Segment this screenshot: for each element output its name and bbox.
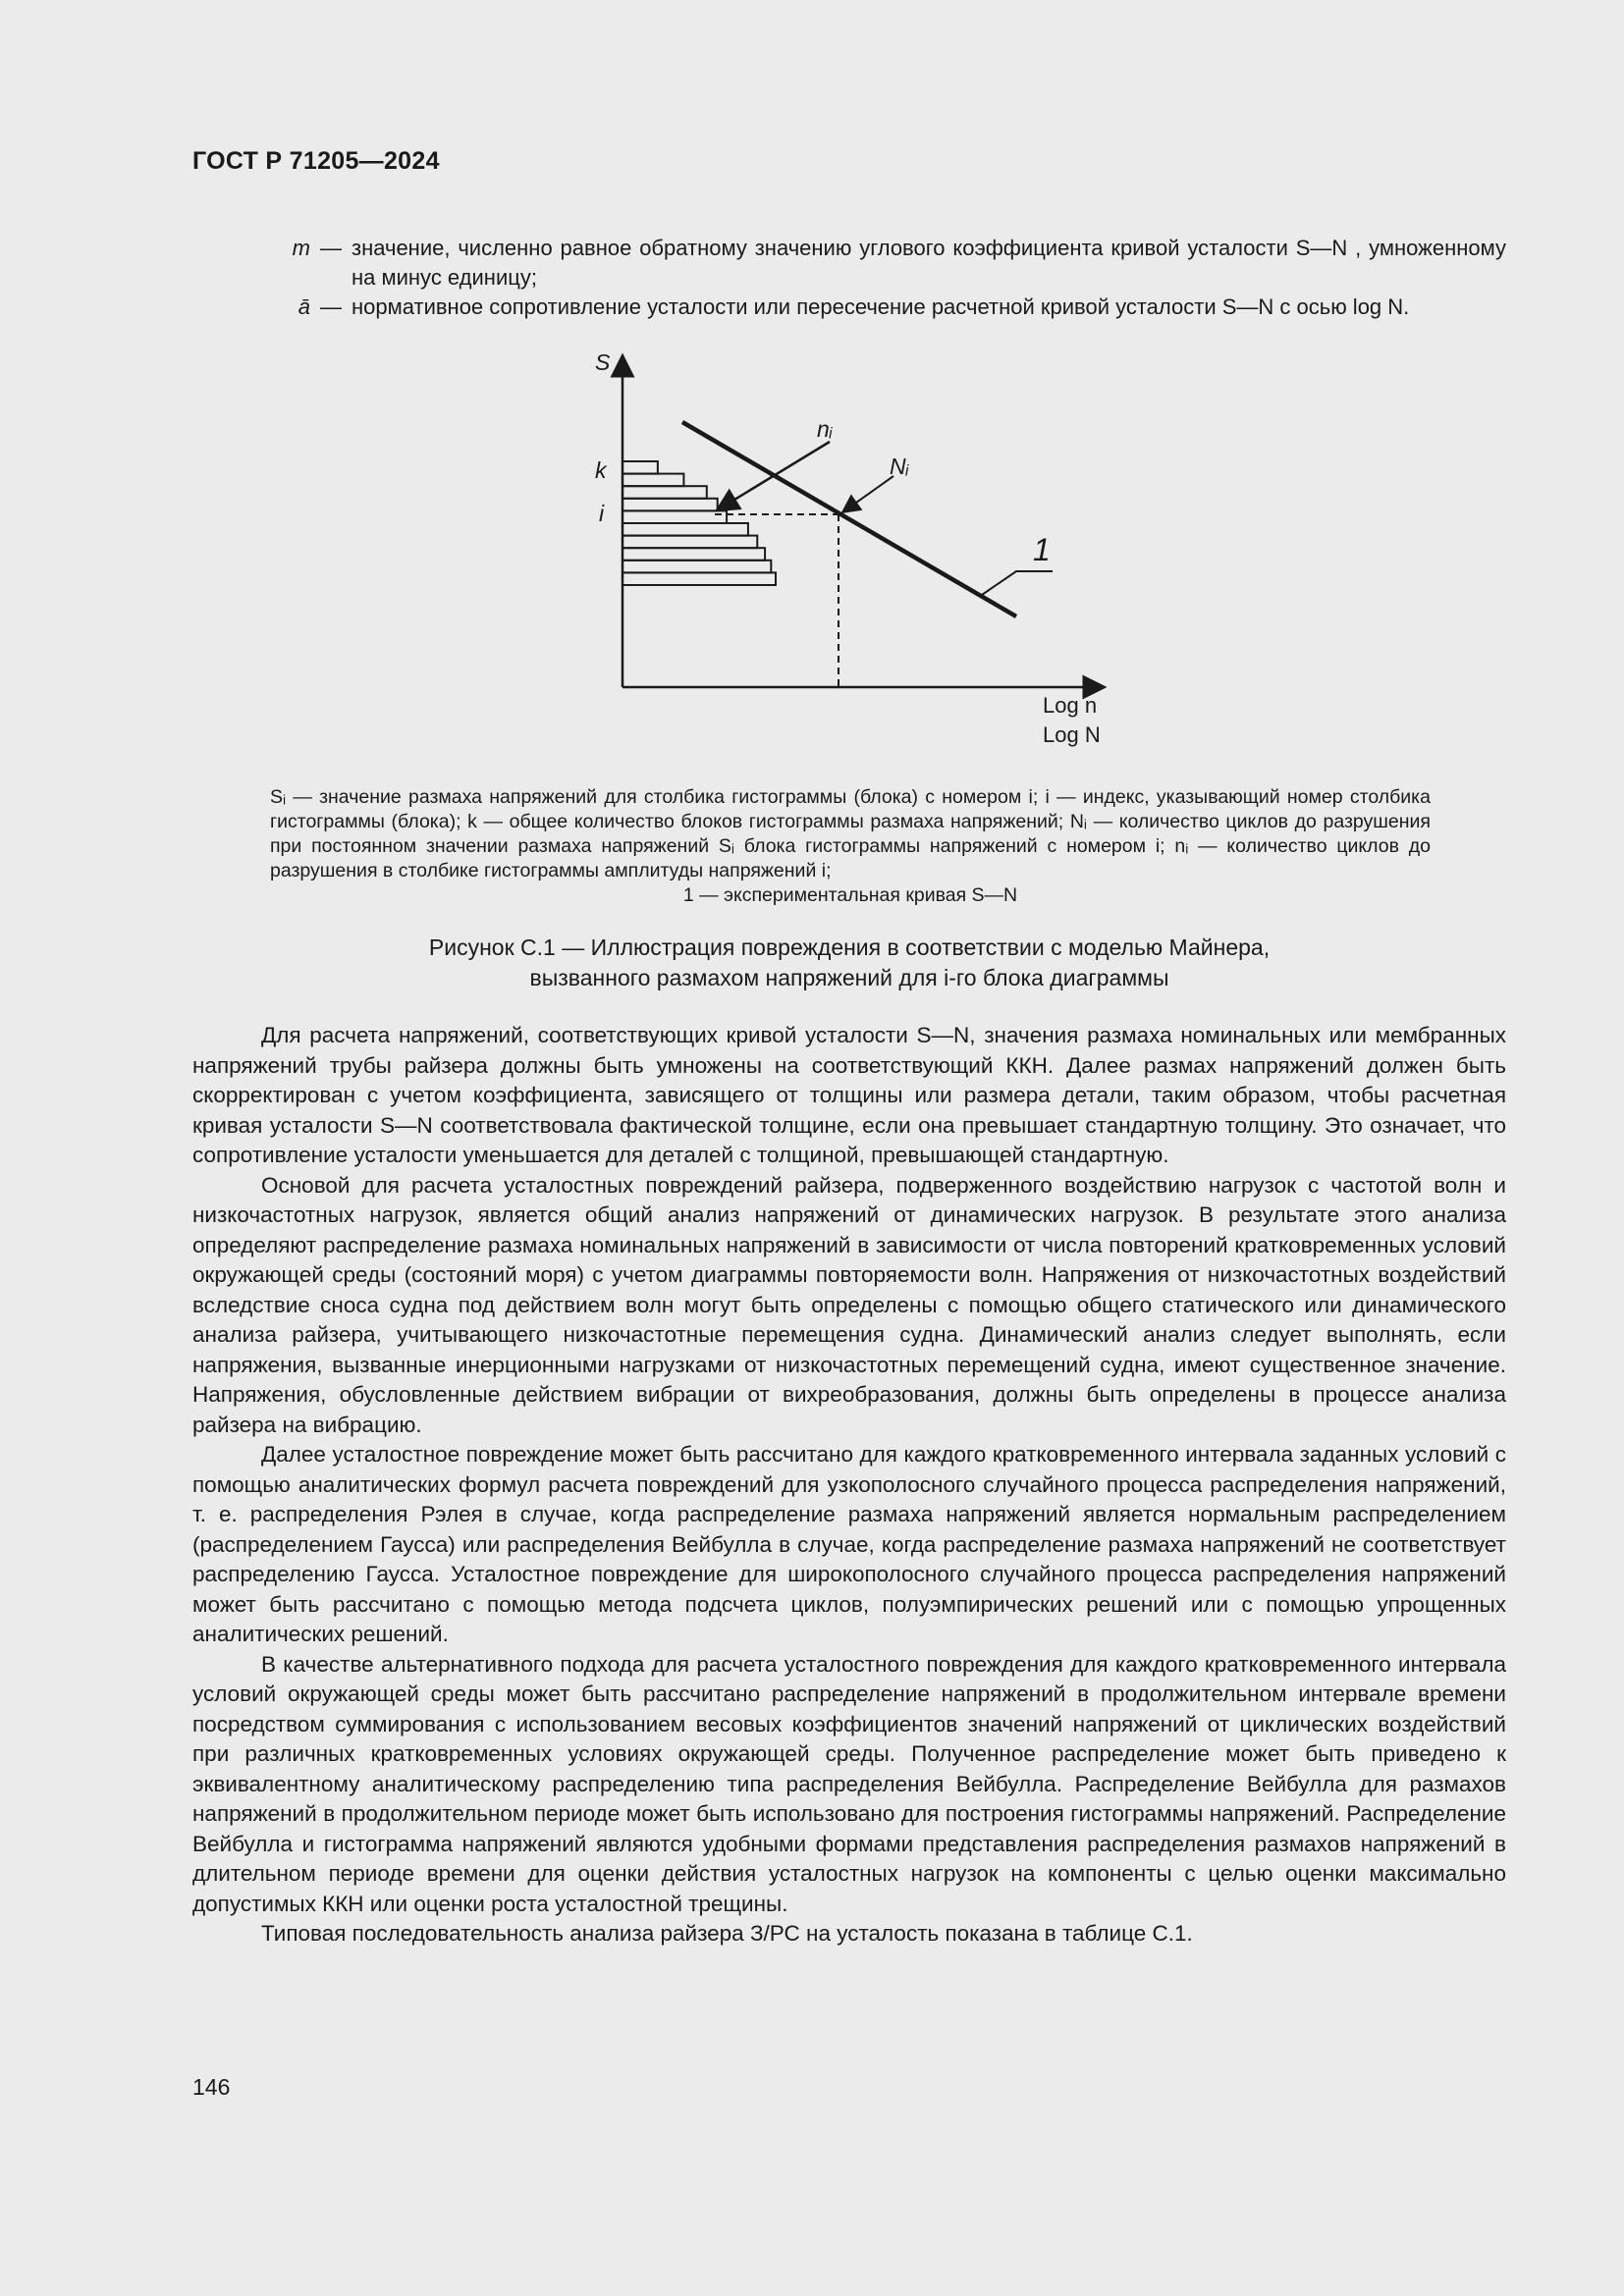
histogram xyxy=(623,461,776,585)
axis-x-label-1: Log n xyxy=(1043,693,1098,718)
legend-line-2: 1 — экспериментальная кривая S—N xyxy=(682,884,1018,906)
caption-line-2: вызванного размахом напряжений для i-го блока диаграммы xyxy=(529,965,1169,990)
histogram-block-4 xyxy=(623,499,718,511)
paragraph: Для расчета напряжений, соответствующих кривой усталости S—N, значения размаха номинальных или мембранных напряжений трубы райзера должны быть умножены на соответствующий ККН. Далее размах напряжений должен быть скорректирован с учетом коэффициента, зависящего от толщины или размера детали, таким образом, чтобы расчетная кривая усталости S—N соответствовала фактической толщине, если она превышает стандартную толщину. Это означает, что сопротивление усталости уменьшается для деталей с толщиной, превышающей стандартную. xyxy=(192,1023,1506,1167)
histogram-block-8 xyxy=(623,548,765,561)
definition-text: значение, численно равное обратному значению углового коэффициента кривой усталости S—N , умноженному на минус единицу; xyxy=(352,236,1506,290)
paragraph: Основой для расчета усталостных повреждений райзера, подверженного воздействию нагрузок с частотой волн и низкочастотных нагрузок, является общий анализ напряжений от динамических нагрузок. В результате этого анализа определяют распределение размаха номинальных напряжений в зависимости от числа повторений кратковременных условий окружающей среды (состояний моря) с учетом диаграммы повторяемости волн. Напряжения от низкочастотных воздействий вследствие сноса судна под действием волн могут быть определены с помощью общего статического или динамического анализа райзера, учитывающего низкочастотные перемещения судна. Динамический анализ следует выполнять, если напряжения, вызванные инерционными нагрузками от низкочастотных перемещений судна, имеют существенное значение. Напряжения, обусловленные действием вибрации от вихреобразования, должны быть определены в процессе анализа райзера на вибрацию. xyxy=(192,1172,1506,1437)
histogram-block-7 xyxy=(623,536,757,549)
paragraph: Типовая последовательность анализа райзера З/РС на усталость показана в таблице С.1. xyxy=(261,1921,1193,1946)
figure-legend xyxy=(270,785,1431,908)
definition-dash: — xyxy=(320,236,342,260)
histogram-block-5 xyxy=(623,510,727,523)
definition-dash: — xyxy=(320,294,342,319)
label-Ni: Nᵢ xyxy=(890,454,909,479)
page-number: 146 xyxy=(192,2074,231,2100)
legend-line-1: Sᵢ — значение размаха напряжений для столбика гистограммы (блока) с номером i; i — индекс, указывающий номер столбика гистограммы (блока); k — общее количество блоков гистограммы размаха напряжений; Nᵢ — количество циклов до разрушения при постоянном значении размаха напряжений Sᵢ блока гистограммы напряжений с номером i; nᵢ — количество циклов до разрушения в столбике гистограммы амплитуды напряжений i; xyxy=(270,786,1431,881)
body-text xyxy=(192,1021,1506,1949)
histogram-block-6 xyxy=(623,523,748,536)
paragraph: Далее усталостное повреждение может быть рассчитано для каждого кратковременного интервала заданных условий с помощью аналитических формул расчета повреждений для узкополосного случайного процесса распределения напряжений, т. е. распределения Рэлея в случае, когда распределение размаха напряжений является нормальным распределением (распределением Гаусса) или распределения Вейбулла в случае, когда распределение размаха напряжений не соответствует распределению Гаусса. Усталостное повреждение для широкополосного случайного процесса распределения напряжений может быть рассчитано с помощью метода подсчета циклов, полуэмпирических решений или с помощью упрощенных аналитических решений. xyxy=(192,1442,1506,1646)
definition-text: нормативное сопротивление усталости или пересечение расчетной кривой усталости S—N с осью log N. xyxy=(352,294,1410,319)
paragraph: В качестве альтернативного подхода для расчета усталостного повреждения для каждого кратковременного интервала условий окружающей среды может быть рассчитано распределение напряжений в продолжительном интервале времени посредством суммирования с использованием весовых коэффициентов значений напряжений от циклических воздействий при различных кратковременных условиях окружающей среды. Полученное распределение может быть приведено к эквивалентному аналитическому распределению типа распределения Вейбулла. Распределение Вейбулла для размахов напряжений в продолжительном периоде может быть использовано для построения гистограммы напряжений. Распределение Вейбулла и гистограмма напряжений являются удобными формами представления распределения размахов напряжений в длительном периоде времени для оценки действия усталостных нагрузок на компоненты с целью оценки максимально допустимых ККН или оценки роста усталостной трещины. xyxy=(192,1651,1506,1916)
definitions xyxy=(192,234,1506,322)
label-k: k xyxy=(595,457,607,483)
definition-a xyxy=(192,293,1506,322)
histogram-block-10 xyxy=(623,572,776,585)
figure-caption xyxy=(192,933,1506,993)
axis-x-label-2: Log N xyxy=(1043,722,1101,747)
axis-y-label: S xyxy=(595,349,611,375)
definition-term: ā xyxy=(298,294,310,319)
figure-miner-model xyxy=(569,344,1119,756)
label-curve: 1 xyxy=(1033,532,1051,567)
histogram-block-2 xyxy=(623,474,683,487)
label-i: i xyxy=(599,501,605,526)
definition-term: m xyxy=(292,236,310,260)
histogram-block-3 xyxy=(623,486,707,499)
sn-curve xyxy=(682,422,1016,616)
pointer-Ni xyxy=(842,476,893,512)
caption-line-1: Рисунок С.1 — Иллюстрация повреждения в соответствии с моделью Майнера, xyxy=(428,934,1271,960)
definition-m xyxy=(192,234,1506,293)
histogram-block-1 xyxy=(623,461,658,474)
histogram-block-9 xyxy=(623,561,771,573)
pointer-curve-label xyxy=(982,571,1053,595)
label-ni: nᵢ xyxy=(817,416,833,442)
page-header: ГОСТ Р 71205—2024 xyxy=(192,147,440,175)
